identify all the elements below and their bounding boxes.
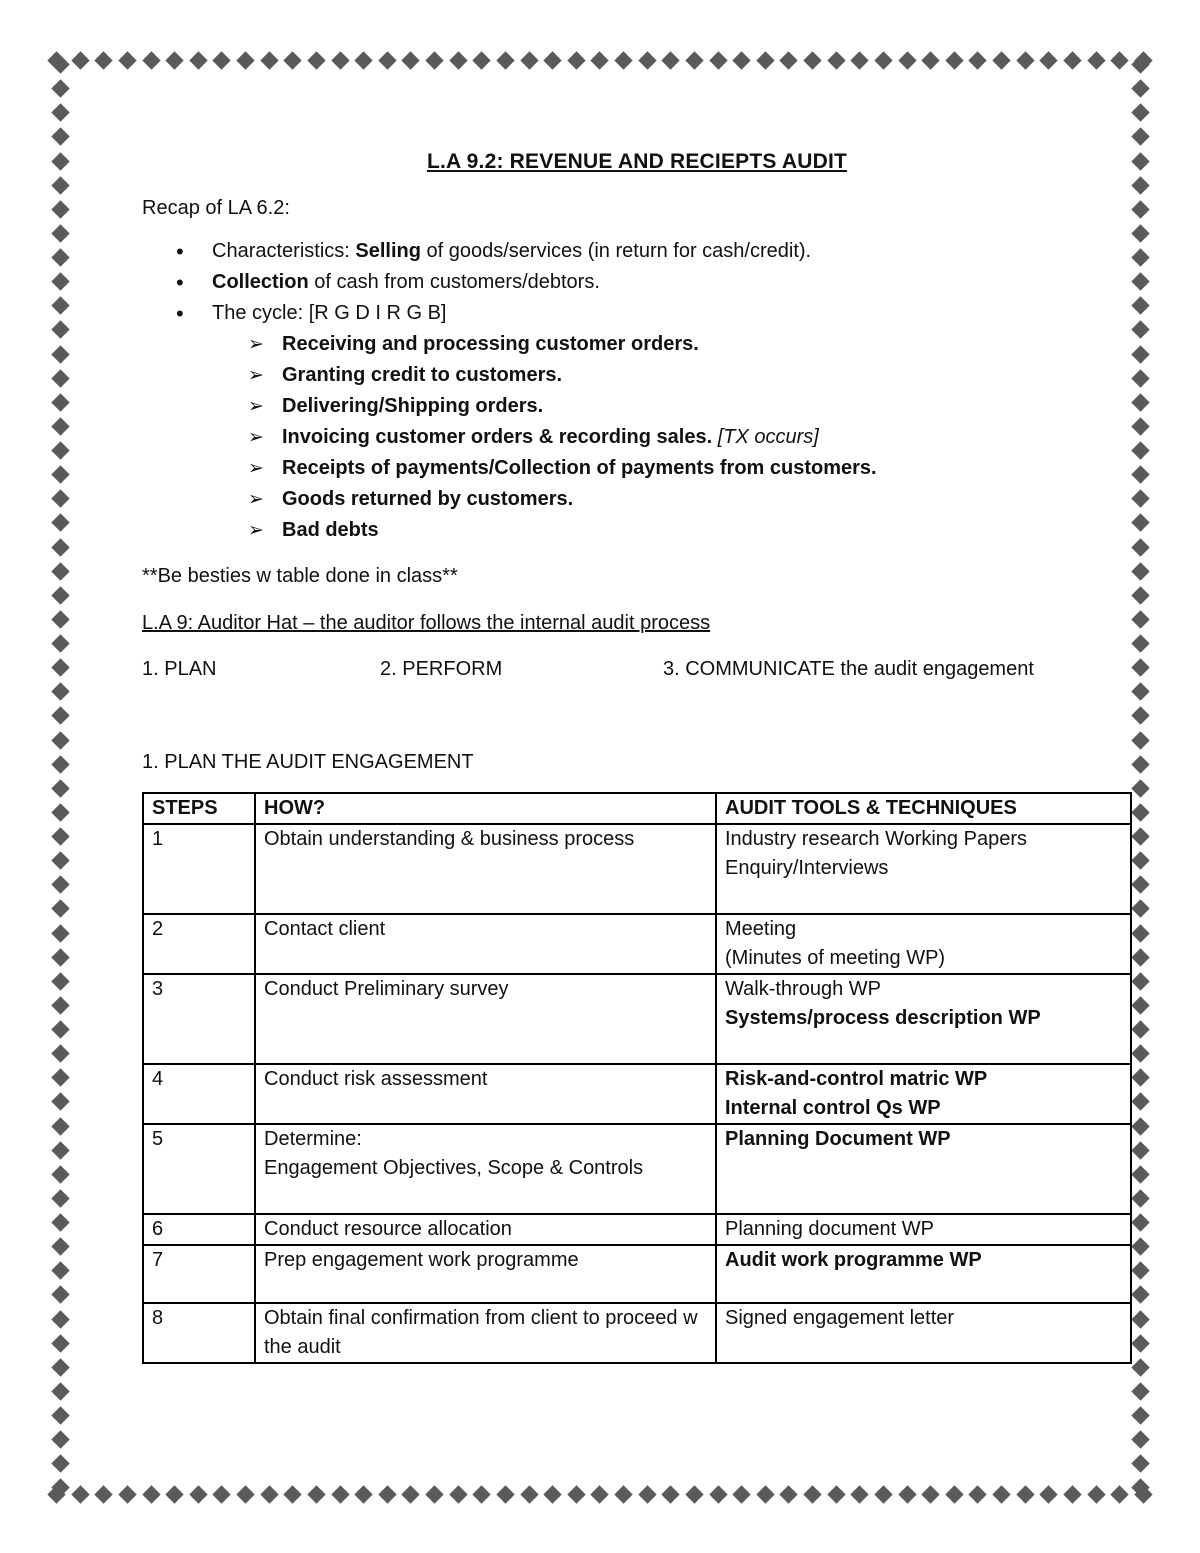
diamond-icon [425,51,443,69]
diamond-icon [1131,586,1149,604]
diamond-icon [51,441,69,459]
diamond-icon [284,51,302,69]
diamond-icon [236,51,254,69]
diamond-icon [449,51,467,69]
diamond-icon [851,1485,869,1503]
diamond-icon [51,1093,69,1111]
diamond-icon [51,1358,69,1376]
diamond-icon [969,1485,987,1503]
diamond-icon [638,51,656,69]
diamond-icon [1040,51,1058,69]
diamond-icon [1040,1485,1058,1503]
diamond-icon [1131,1262,1149,1280]
tools-cell: Industry research Working Papers Enquiry/Interviews [716,824,1131,914]
diamond-icon [638,1485,656,1503]
recap-heading: Recap of LA 6.2: [142,197,290,219]
audit-phases [142,654,1132,685]
diamond-icon [969,51,987,69]
diamond-icon [732,51,750,69]
table-row [143,1245,1131,1303]
diamond-icon [1131,55,1149,73]
diamond-icon [51,272,69,290]
tools-cell: Risk-and-control matric WP Internal control Qs WP [716,1064,1131,1124]
diamond-icon [1131,996,1149,1014]
step-cell: 4 [143,1064,255,1124]
diamond-icon [803,1485,821,1503]
cycle-steps-list [142,329,1132,546]
diamond-icon [51,417,69,435]
diamond-icon [51,948,69,966]
diamond-icon [1131,1165,1149,1183]
diamond-icon [51,1262,69,1280]
diamond-icon [1131,876,1149,894]
diamond-icon [1131,1310,1149,1328]
step-cell: 1 [143,824,255,914]
diamond-icon [142,51,160,69]
list-item: ➢ Invoicing customer orders & recording sales. [TX occurs] [142,422,1132,453]
diamond-icon [1131,297,1149,315]
left-diamond-border [54,58,67,1495]
diamond-icon [543,1485,561,1503]
diamond-icon [662,51,680,69]
diamond-icon [71,51,89,69]
list-item: • The cycle: [R G D I R G B] [142,298,1132,329]
diamond-icon [51,562,69,580]
diamond-icon [1131,200,1149,218]
diamond-icon [51,586,69,604]
diamond-icon [1131,465,1149,483]
diamond-icon [1131,1382,1149,1400]
diamond-icon [1063,51,1081,69]
diamond-icon [51,779,69,797]
table-row [143,1214,1131,1245]
diamond-icon [51,972,69,990]
diamond-icon [51,1310,69,1328]
diamond-icon [1131,948,1149,966]
diamond-icon [51,248,69,266]
diamond-icon [142,1485,160,1503]
diamond-icon [1131,345,1149,363]
diamond-icon [1131,1479,1149,1497]
diamond-icon [780,51,798,69]
diamond-icon [354,51,372,69]
diamond-icon [1110,1485,1128,1503]
diamond-icon [1016,51,1034,69]
diamond-icon [1110,51,1128,69]
step-cell: 8 [143,1303,255,1363]
diamond-icon [71,1485,89,1503]
diamond-icon [378,1485,396,1503]
diamond-icon [992,51,1010,69]
diamond-icon [165,1485,183,1503]
tools-cell: Audit work programme WP [716,1245,1131,1303]
diamond-icon [709,1485,727,1503]
diamond-icon [591,1485,609,1503]
diamond-icon [331,1485,349,1503]
list-item: ➢ Goods returned by customers. [142,484,1132,515]
diamond-icon [51,490,69,508]
list-item: ➢ Receipts of payments/Collection of payments from customers. [142,453,1132,484]
diamond-icon [51,369,69,387]
diamond-icon [51,128,69,146]
diamond-icon [1131,321,1149,339]
diamond-icon [51,1069,69,1087]
diamond-icon [51,1117,69,1135]
diamond-icon [662,1485,680,1503]
diamond-icon [51,465,69,483]
diamond-icon [189,1485,207,1503]
diamond-icon [51,345,69,363]
table-row [143,1124,1131,1214]
diamond-icon [874,1485,892,1503]
diamond-icon [51,924,69,942]
diamond-icon [51,176,69,194]
diamond-icon [473,51,491,69]
list-item: ➢ Granting credit to customers. [142,360,1132,391]
diamond-icon [1131,924,1149,942]
diamond-icon [1131,1189,1149,1207]
diamond-icon [1131,1069,1149,1087]
diamond-icon [51,1430,69,1448]
diamond-icon [449,1485,467,1503]
diamond-icon [51,755,69,773]
phase-perform: 2. PERFORM [380,658,503,680]
diamond-icon [118,1485,136,1503]
how-cell: Determine: Engagement Objectives, Scope & Controls [255,1124,716,1214]
document-body [142,140,1132,1364]
diamond-icon [1131,1117,1149,1135]
bottom-diamond-border [50,1488,1150,1501]
diamond-icon [51,152,69,170]
diamond-icon [51,876,69,894]
diamond-icon [1131,176,1149,194]
diamond-icon [51,996,69,1014]
diamond-icon [51,1020,69,1038]
plan-section-heading: 1. PLAN THE AUDIT ENGAGEMENT [142,751,474,773]
diamond-icon [1131,1334,1149,1352]
diamond-icon [51,658,69,676]
diamond-icon [1131,683,1149,701]
diamond-icon [1131,562,1149,580]
diamond-icon [1016,1485,1034,1503]
diamond-icon [165,51,183,69]
diamond-icon [51,1455,69,1473]
diamond-icon [51,634,69,652]
right-diamond-border [1134,58,1147,1495]
diamond-icon [51,803,69,821]
diamond-icon [1131,1093,1149,1111]
diamond-icon [1131,851,1149,869]
diamond-icon [1131,152,1149,170]
diamond-icon [51,827,69,845]
diamond-icon [189,51,207,69]
diamond-icon [51,1237,69,1255]
phase-plan: 1. PLAN [142,658,217,680]
diamond-icon [1131,272,1149,290]
diamond-icon [95,1485,113,1503]
how-cell: Contact client [255,914,716,974]
table-row [143,824,1131,914]
diamond-icon [51,851,69,869]
how-cell: Obtain understanding & business process [255,824,716,914]
diamond-icon [51,707,69,725]
tools-cell: Meeting (Minutes of meeting WP) [716,914,1131,974]
diamond-icon [51,731,69,749]
diamond-icon [1131,827,1149,845]
besties-note: **Be besties w table done in class** [142,565,458,587]
diamond-icon [614,51,632,69]
diamond-icon [874,51,892,69]
diamond-icon [95,51,113,69]
diamond-icon [51,1479,69,1497]
diamond-icon [1131,224,1149,242]
diamond-icon [1087,51,1105,69]
diamond-icon [1131,417,1149,435]
diamond-icon [51,538,69,556]
diamond-icon [780,1485,798,1503]
diamond-icon [1131,1141,1149,1159]
diamond-icon [236,1485,254,1503]
diamond-icon [1131,441,1149,459]
header-tools: AUDIT TOOLS & TECHNIQUES [716,793,1131,824]
diamond-icon [51,514,69,532]
list-item: ➢ Receiving and processing customer orders. [142,329,1132,360]
how-cell: Obtain final confirmation from client to proceed w the audit [255,1303,716,1363]
diamond-icon [1131,779,1149,797]
diamond-icon [473,1485,491,1503]
table-row [143,1303,1131,1363]
diamond-icon [1131,538,1149,556]
diamond-icon [898,51,916,69]
diamond-icon [732,1485,750,1503]
diamond-icon [921,51,939,69]
diamond-icon [51,224,69,242]
table-row [143,1064,1131,1124]
how-cell: Conduct risk assessment [255,1064,716,1124]
diamond-icon [827,1485,845,1503]
diamond-icon [803,51,821,69]
how-cell: Conduct Preliminary survey [255,974,716,1064]
diamond-icon [1131,514,1149,532]
diamond-icon [1131,490,1149,508]
diamond-icon [1131,104,1149,122]
table-header-row [143,793,1131,824]
diamond-icon [51,1044,69,1062]
diamond-icon [1087,1485,1105,1503]
diamond-icon [992,1485,1010,1503]
diamond-icon [51,297,69,315]
diamond-icon [51,393,69,411]
diamond-icon [51,1406,69,1424]
tools-cell: Planning document WP [716,1214,1131,1245]
diamond-icon [496,1485,514,1503]
diamond-icon [591,51,609,69]
diamond-icon [1131,248,1149,266]
diamond-icon [284,1485,302,1503]
diamond-icon [51,1286,69,1304]
diamond-icon [1131,1455,1149,1473]
diamond-icon [260,51,278,69]
tools-cell: Walk-through WP Systems/process description WP [716,974,1131,1064]
auditor-hat-heading: L.A 9: Auditor Hat – the auditor follows the internal audit process [142,612,711,634]
diamond-icon [851,51,869,69]
diamond-icon [1131,972,1149,990]
diamond-icon [756,1485,774,1503]
diamond-icon [402,51,420,69]
diamond-icon [1131,1286,1149,1304]
diamond-icon [1131,707,1149,725]
diamond-icon [51,200,69,218]
diamond-icon [51,1141,69,1159]
diamond-icon [567,51,585,69]
diamond-icon [51,79,69,97]
diamond-icon [51,1165,69,1183]
characteristics-list [142,236,1132,329]
diamond-icon [118,51,136,69]
list-item: • Characteristics: Selling of goods/services (in return for cash/credit). [142,236,1132,267]
diamond-icon [1131,803,1149,821]
diamond-icon [945,1485,963,1503]
diamond-icon [567,1485,585,1503]
diamond-icon [307,1485,325,1503]
diamond-icon [827,51,845,69]
diamond-icon [354,1485,372,1503]
diamond-icon [51,1334,69,1352]
diamond-icon [614,1485,632,1503]
diamond-icon [709,51,727,69]
diamond-icon [1131,755,1149,773]
page-title: L.A 9.2: REVENUE AND RECIEPTS AUDIT [426,150,848,173]
diamond-icon [496,51,514,69]
diamond-icon [425,1485,443,1503]
header-how: HOW? [255,793,716,824]
diamond-icon [51,1213,69,1231]
diamond-icon [685,51,703,69]
diamond-icon [1131,1430,1149,1448]
diamond-icon [1131,1044,1149,1062]
plan-steps-table [142,792,1132,1364]
diamond-icon [756,51,774,69]
diamond-icon [1131,1406,1149,1424]
diamond-icon [1131,658,1149,676]
diamond-icon [1131,610,1149,628]
diamond-icon [1131,369,1149,387]
phase-communicate: 3. COMMUNICATE the audit engagement [663,658,1034,680]
list-item: ➢ Delivering/Shipping orders. [142,391,1132,422]
diamond-icon [685,1485,703,1503]
diamond-icon [921,1485,939,1503]
diamond-icon [1131,731,1149,749]
tools-cell: Planning Document WP [716,1124,1131,1214]
diamond-icon [51,1189,69,1207]
step-cell: 2 [143,914,255,974]
diamond-icon [1131,900,1149,918]
diamond-icon [307,51,325,69]
diamond-icon [51,1382,69,1400]
step-cell: 5 [143,1124,255,1214]
diamond-icon [51,104,69,122]
diamond-icon [51,610,69,628]
diamond-icon [1131,1237,1149,1255]
step-cell: 7 [143,1245,255,1303]
diamond-icon [1131,79,1149,97]
table-row [143,974,1131,1064]
list-item: • Collection of cash from customers/debtors. [142,267,1132,298]
diamond-icon [1131,128,1149,146]
diamond-icon [1063,1485,1081,1503]
how-cell: Conduct resource allocation [255,1214,716,1245]
list-item: ➢ Bad debts [142,515,1132,546]
diamond-icon [1131,634,1149,652]
diamond-icon [1131,1213,1149,1231]
diamond-icon [543,51,561,69]
diamond-icon [213,51,231,69]
diamond-icon [51,683,69,701]
diamond-icon [1131,393,1149,411]
step-cell: 3 [143,974,255,1064]
diamond-icon [945,51,963,69]
diamond-icon [331,51,349,69]
step-cell: 6 [143,1214,255,1245]
diamond-icon [213,1485,231,1503]
diamond-icon [1131,1358,1149,1376]
diamond-icon [1131,1020,1149,1038]
diamond-icon [520,1485,538,1503]
table-row [143,914,1131,974]
diamond-icon [520,51,538,69]
how-cell: Prep engagement work programme [255,1245,716,1303]
diamond-icon [51,55,69,73]
diamond-icon [260,1485,278,1503]
diamond-icon [378,51,396,69]
diamond-icon [51,321,69,339]
top-diamond-border [50,54,1150,67]
tools-cell: Signed engagement letter [716,1303,1131,1363]
diamond-icon [402,1485,420,1503]
header-steps: STEPS [143,793,255,824]
diamond-icon [898,1485,916,1503]
diamond-icon [51,900,69,918]
